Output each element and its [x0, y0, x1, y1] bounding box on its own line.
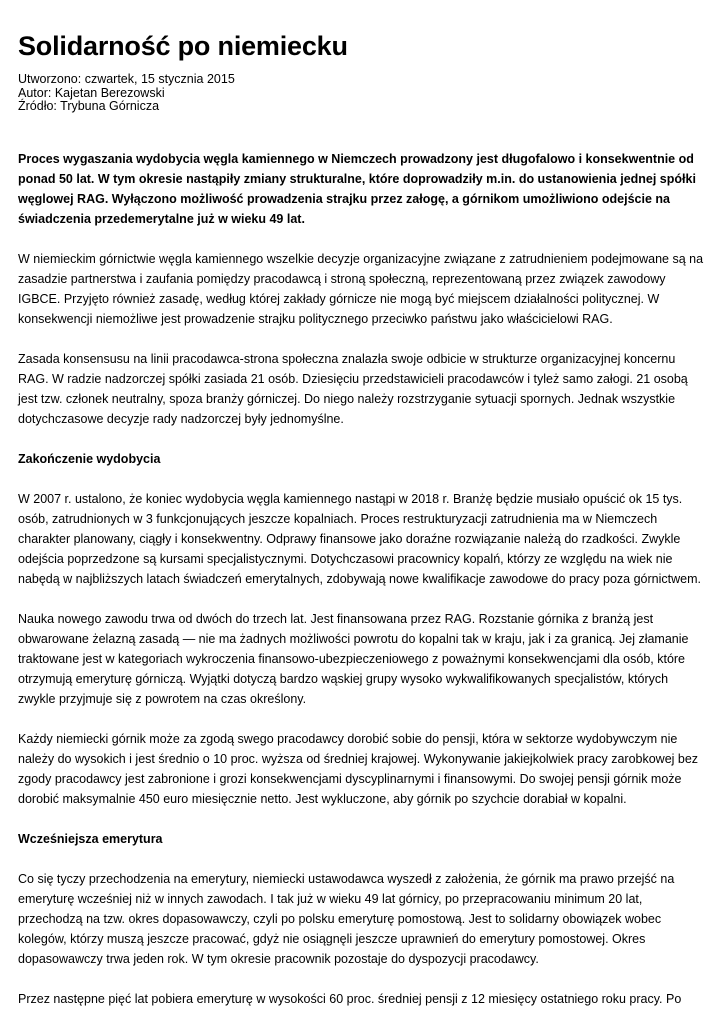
created-date: Utworzono: czwartek, 15 stycznia 2015	[18, 72, 235, 86]
section-heading: Wcześniejsza emerytura	[18, 832, 163, 846]
author: Autor: Kajetan Berezowski	[18, 85, 165, 100]
article-body	[18, 149, 708, 1029]
article-title: Solidarność po niemiecku	[18, 31, 348, 61]
body-paragraph: W 2007 r. ustalono, że koniec wydobycia węgla kamiennego nastąpi w 2018 r. Branżę będzie musiało opuścić ok 15 tys. osób, zatrudnionych w 3 funkcjonujących jeszcze kopalniach. Proces restrukturyzacji zatrudnienia ma w Niemczech charakter planowany, ciągły i konsekwentny. Odprawy finansowe jako doraźne rozwiązanie należą do rzadkości. Zwykle odejścia poprzedzone są kursami specjalistycznymi. Dotychczasowi pracownicy kopalń, którzy ze względu na wiek nie nabędą w najbliższych latach świadczeń emerytalnych, zdobywają nowe kwalifikacje zawodowe do pracy poza górnictwem.	[18, 492, 701, 586]
article-meta	[18, 73, 235, 114]
body-paragraph: Przez następne pięć lat pobiera emeryturę w wysokości 60 proc. średniej pensji z 12 miesięcy ostatniego roku pracy. Po	[18, 992, 682, 1006]
body-paragraph: W niemieckim górnictwie węgla kamiennego wszelkie decyzje organizacyjne związane z zatrudnieniem podejmowane są na zasadzie partnerstwa i zaufania pomiędzy pracodawcą i stroną społeczną, reprezentowaną przez związek zawodowy IGBCE. Przyjęto również zasadę, według której zakłady górnicze nie mogą być miejscem działalności politycznej. W konsekwencji niemożliwe jest prowadzenie strajku politycznego przeciwko państwu jako właścicielowi RAG.	[18, 252, 704, 326]
body-paragraph: Każdy niemiecki górnik może za zgodą swego pracodawcy dorobić sobie do pensji, która w sektorze wydobywczym nie należy do wysokich i jest średnio o 10 proc. wyższa od średniej krajowej. Wykonywanie jakiejkolwiek pracy zarobkowej bez zgody pracodawcy jest zabronione i grozi konsekwencjami dyscyplinarnymi i finansowymi. Do swojej pensji górnik może dorobić maksymalnie 450 euro miesięcznie netto. Jest wykluczone, aby górnik po szychcie dorabiał w kopalni.	[18, 732, 699, 806]
body-paragraph: Co się tyczy przechodzenia na emerytury, niemiecki ustawodawca wyszedł z założenia, że górnik ma prawo przejść na emeryturę wcześniej niż w innych zawodach. I tak już w wieku 49 lat górnicy, po przepracowaniu minimum 20 lat, przechodzą na tzw. okres dopasowawczy, czyli po polsku emeryturę pomostową. Jest to solidarny obowiązek wobec kolegów, którzy muszą jeszcze pracować, gdyż nie osiągnęli jeszcze uprawnień do emerytury pomostowej. Okres dopasowawczy trwa jeden rok. W tym okresie pracownik pozostaje do dyspozycji pracodawcy.	[18, 872, 675, 966]
section-heading: Zakończenie wydobycia	[18, 452, 161, 466]
body-paragraph: Zasada konsensusu na linii pracodawca-strona społeczna znalazła swoje odbicie w strukturze organizacyjnej koncernu RAG. W radzie nadzorczej spółki zasiada 21 osób. Dziesięciu przedstawicieli pracodawców i tyleż samo załogi. 21 osobą jest tzw. członek neutralny, spoza branży górniczej. Do niego należy rozstrzyganie sytuacji spornych. Jednak wszystkie dotychczasowe decyzje rady nadzorczej były jednomyślne.	[18, 352, 688, 426]
lead-paragraph: Proces wygaszania wydobycia węgla kamiennego w Niemczech prowadzony jest długofalowo i konsekwentnie od ponad 50 lat. W tym okresie nastąpiły zmiany strukturalne, które doprowadziły m.in. do ustanowienia jednej spółki węglowej RAG. Wyłączono możliwość prowadzenia strajku przez załogę, a górnikom umożliwiono odejście na świadczenia przedemerytalne już w wieku 49 lat.	[18, 152, 696, 226]
source: Źródło: Trybuna Górnicza	[18, 99, 160, 113]
body-paragraph: Nauka nowego zawodu trwa od dwóch do trzech lat. Jest finansowana przez RAG. Rozstanie górnika z branżą jest obwarowane żelazną zasadą — nie ma żadnych możliwości powrotu do kopalni tak w kraju, jak i za granicą. Jej złamanie traktowane jest w kategoriach wykroczenia finansowo-ubezpieczeniowego z poważnymi konsekwencjami dla osób, które otrzymują emeryturę górniczą. Wyjątki dotyczą bardzo wąskiej grupy wysoko wykwalifikowanych specjalistów, których zwykle przyjmuje się z powrotem na czas określony.	[18, 612, 689, 706]
